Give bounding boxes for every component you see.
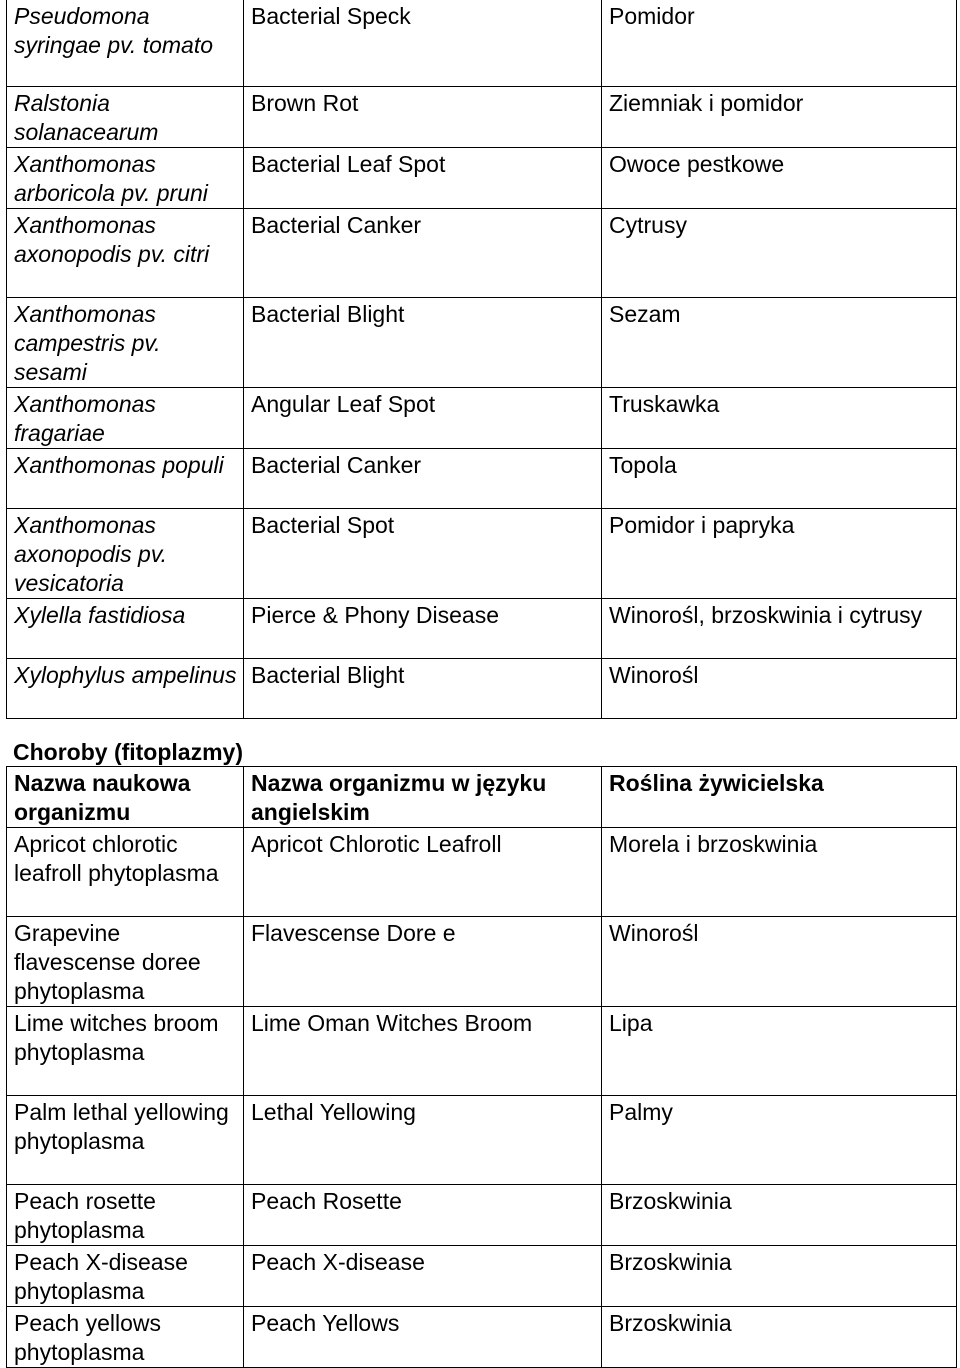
english-name-cell: Angular Leaf Spot [244,388,602,449]
english-name-cell: Pierce & Phony Disease [244,599,602,659]
host-plant-cell: Winorośl [602,917,957,1007]
scientific-name-cell: Xanthomonas axonopodis pv. vesicatoria [7,509,244,599]
english-name-cell: Bacterial Blight [244,659,602,719]
english-name-cell: Lime Oman Witches Broom [244,1007,602,1096]
english-name-cell: Bacterial Speck [244,0,602,87]
table-row [7,1096,957,1185]
english-name-cell: Bacterial Blight [244,298,602,388]
phytoplasma-table [6,766,957,1368]
english-name-cell: Bacterial Canker [244,209,602,298]
host-plant-cell: Morela i brzoskwinia [602,828,957,917]
english-name-cell: Peach X-disease [244,1246,602,1307]
scientific-name-cell: Apricot chlorotic leafroll phytoplasma [7,828,244,917]
host-plant-cell: Winorośl [602,659,957,719]
table-row [7,1007,957,1096]
phytoplasma-section-title: Choroby (fitoplazmy) [13,739,243,765]
host-plant-cell: Owoce pestkowe [602,148,957,209]
english-name-cell: Flavescense Dore e [244,917,602,1007]
host-plant-cell: Palmy [602,1096,957,1185]
host-plant-cell: Ziemniak i pomidor [602,87,957,148]
host-plant-cell: Cytrusy [602,209,957,298]
table-row [7,449,957,509]
table-row [7,1307,957,1368]
scientific-name-cell: Xylophylus ampelinus [7,659,244,719]
scientific-name-cell: Peach rosette phytoplasma [7,1185,244,1246]
scientific-name-cell: Xylella fastidiosa [7,599,244,659]
host-plant-cell: Sezam [602,298,957,388]
host-plant-cell: Lipa [602,1007,957,1096]
scientific-name-cell: Peach X-disease phytoplasma [7,1246,244,1307]
table-row [7,509,957,599]
scientific-name-cell: Xanthomonas axonopodis pv. citri [7,209,244,298]
scientific-name-cell: Ralstonia solanacearum [7,87,244,148]
table-row [7,0,957,87]
host-plant-cell: Pomidor i papryka [602,509,957,599]
english-name-cell: Peach Rosette [244,1185,602,1246]
scientific-name-cell: Grapevine flavescense doree phytoplasma [7,917,244,1007]
table-row [7,1246,957,1307]
table-row [7,298,957,388]
table-row [7,388,957,449]
header-scientific-name: Nazwa naukowa organizmu [7,767,244,828]
host-plant-cell: Brzoskwinia [602,1185,957,1246]
host-plant-cell: Pomidor [602,0,957,87]
scientific-name-cell: Xanthomonas populi [7,449,244,509]
header-host-plant: Roślina żywicielska [602,767,957,828]
table-row [7,87,957,148]
table-row [7,599,957,659]
english-name-cell: Apricot Chlorotic Leafroll [244,828,602,917]
table-row [7,209,957,298]
host-plant-cell: Brzoskwinia [602,1307,957,1368]
host-plant-cell: Topola [602,449,957,509]
table-row [7,1185,957,1246]
table-row [7,917,957,1007]
bacteria-table [6,0,957,719]
english-name-cell: Bacterial Canker [244,449,602,509]
table-header-row [7,767,957,828]
host-plant-cell: Truskawka [602,388,957,449]
english-name-cell: Bacterial Spot [244,509,602,599]
header-english-name: Nazwa organizmu w języku angielskim [244,767,602,828]
table-row [7,659,957,719]
table-row [7,148,957,209]
scientific-name-cell: Xanthomonas fragariae [7,388,244,449]
scientific-name-cell: Pseudomona syringae pv. tomato [7,0,244,87]
scientific-name-cell: Xanthomonas campestris pv. sesami [7,298,244,388]
table-row [7,828,957,917]
host-plant-cell: Winorośl, brzoskwinia i cytrusy [602,599,957,659]
english-name-cell: Brown Rot [244,87,602,148]
scientific-name-cell: Xanthomonas arboricola pv. pruni [7,148,244,209]
english-name-cell: Lethal Yellowing [244,1096,602,1185]
english-name-cell: Bacterial Leaf Spot [244,148,602,209]
scientific-name-cell: Peach yellows phytoplasma [7,1307,244,1368]
host-plant-cell: Brzoskwinia [602,1246,957,1307]
english-name-cell: Peach Yellows [244,1307,602,1368]
scientific-name-cell: Lime witches broom phytoplasma [7,1007,244,1096]
scientific-name-cell: Palm lethal yellowing phytoplasma [7,1096,244,1185]
